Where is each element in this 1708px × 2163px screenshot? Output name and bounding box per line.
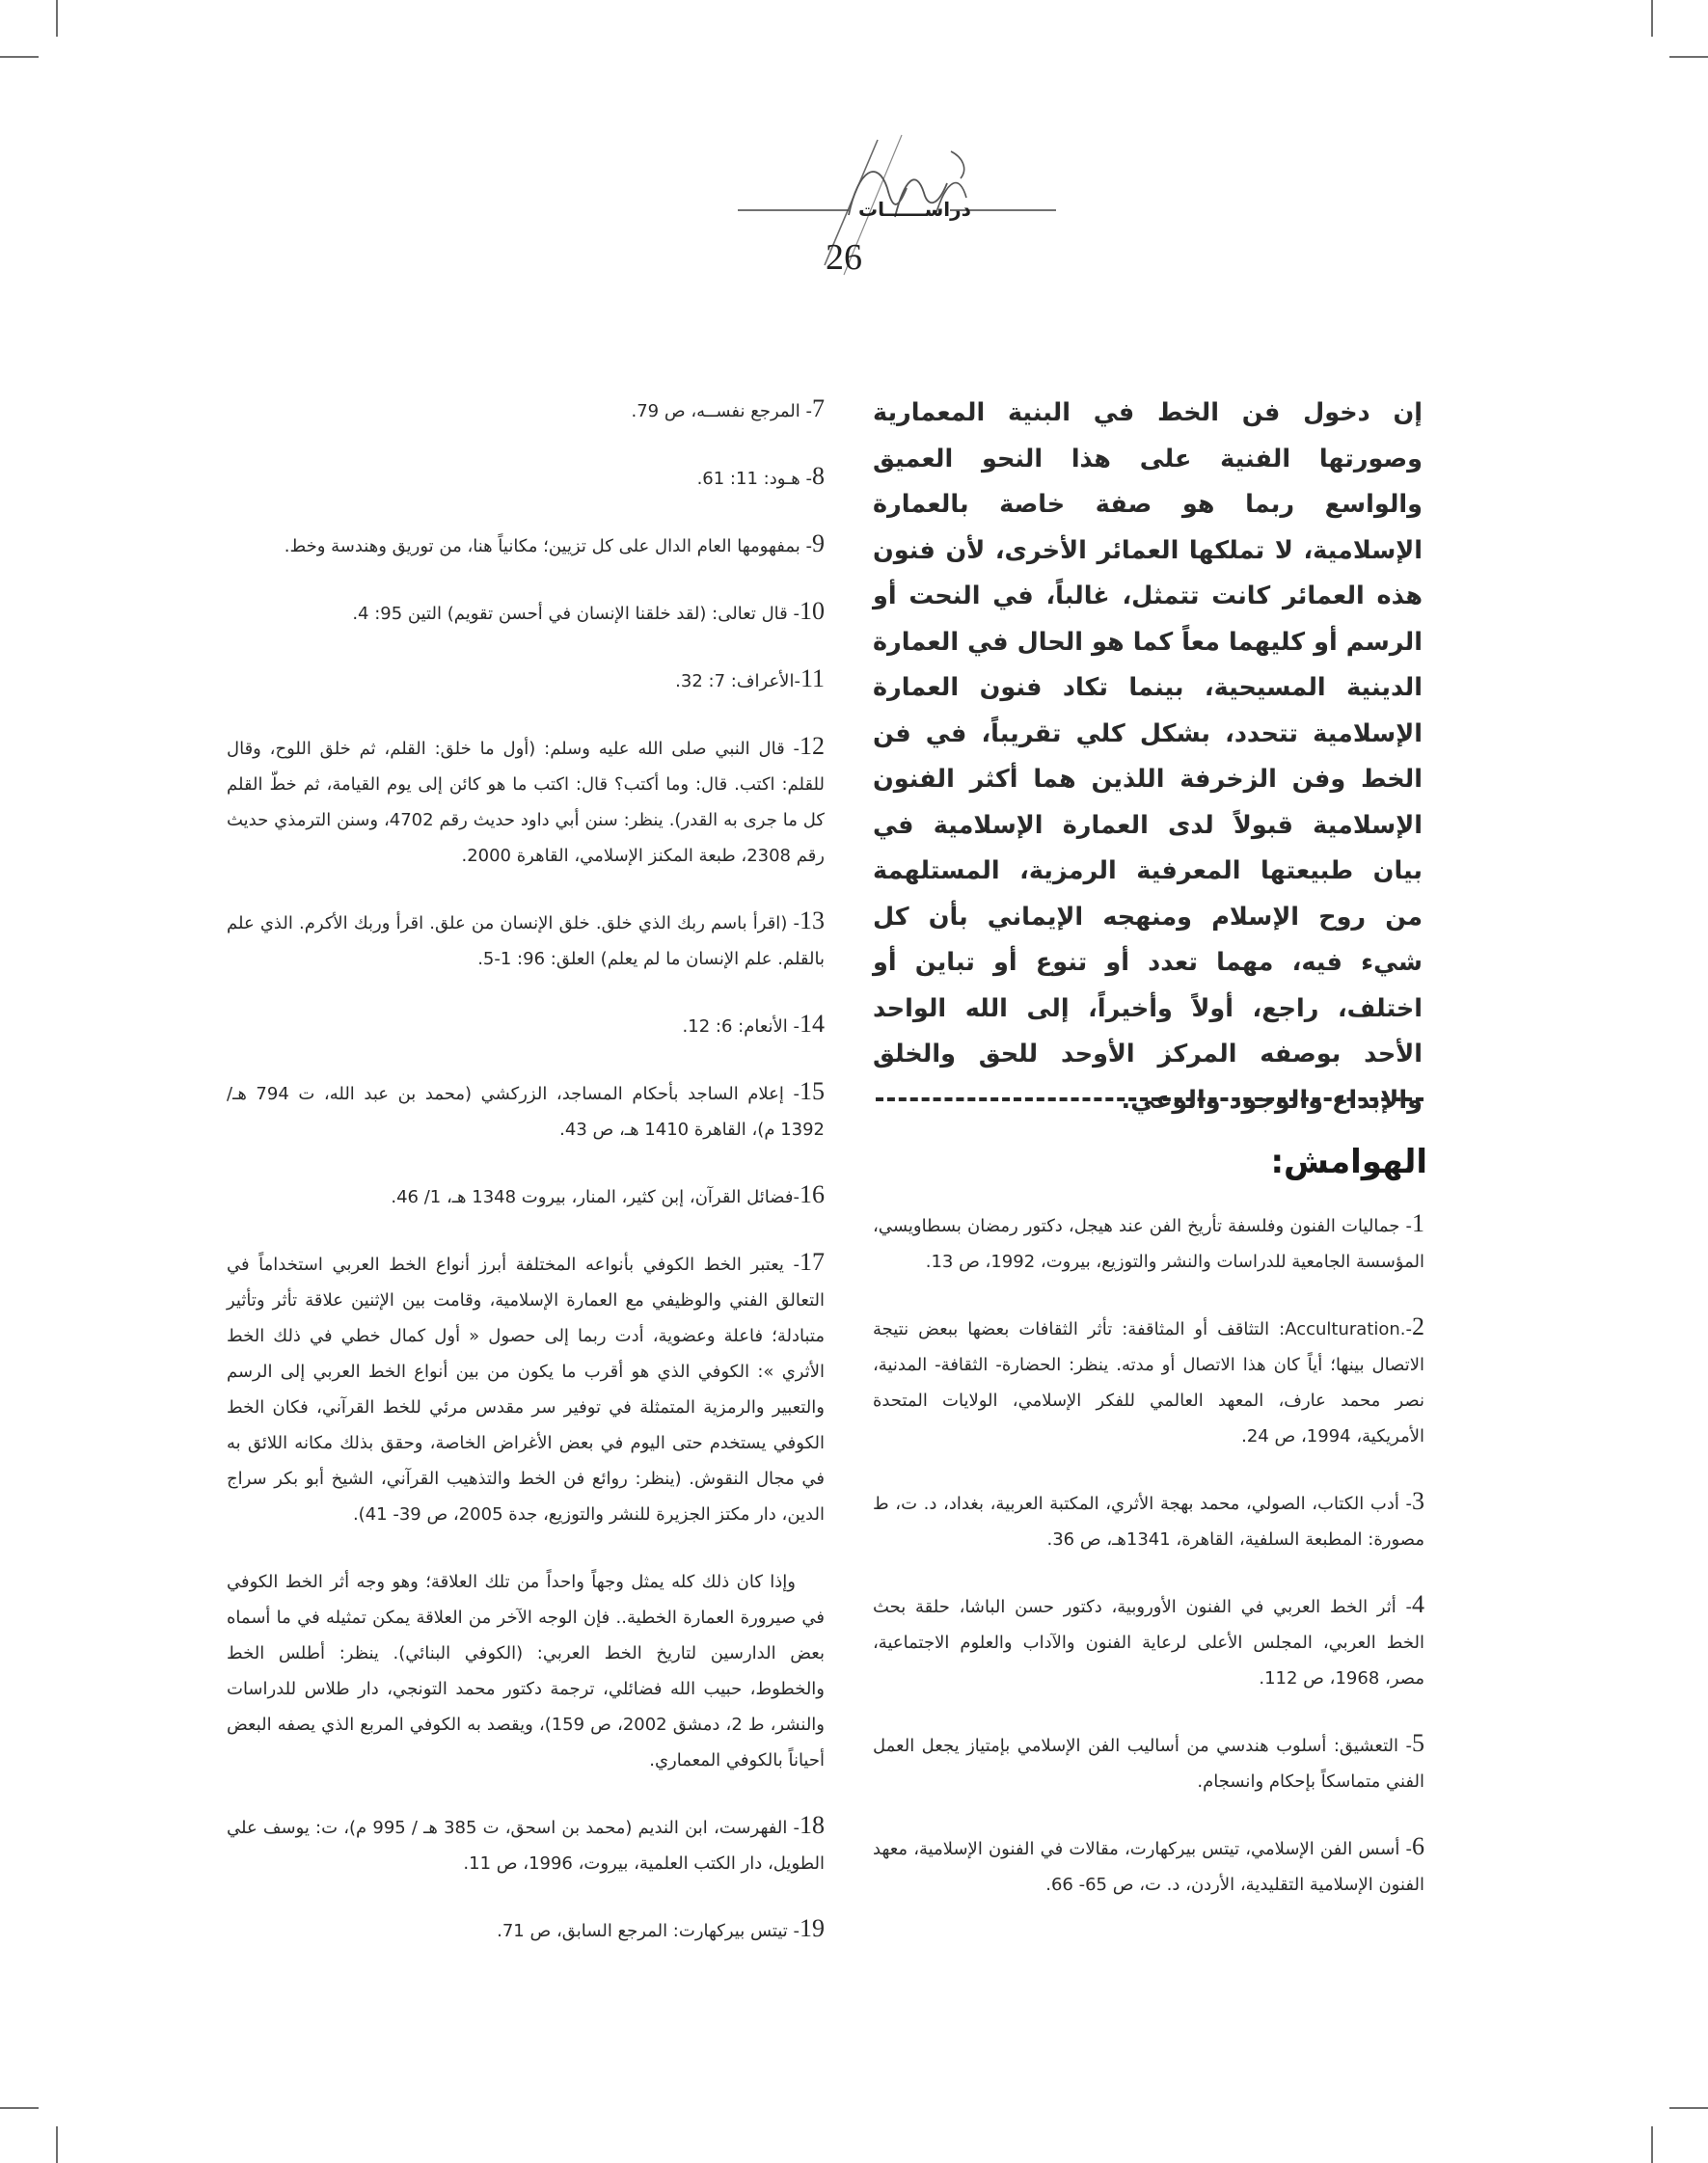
footnote (873, 1586, 1424, 1696)
footnote (227, 1244, 825, 1532)
footnote-number: 9 (812, 529, 825, 557)
footnote-number: 12 (800, 732, 825, 760)
footnote-number: 7 (812, 394, 825, 422)
footnote-text: - المرجع نفســه، ص 79. (631, 401, 812, 421)
footnote-continuation (227, 1561, 825, 1778)
crop-mark (0, 56, 39, 58)
footnote-text: - (اقرأ باسم ربك الذي خلق. خلق الإنسان من علق. اقرأ وربك الأكرم. الذي علم بالقلم. علم الإنسان ما لم يعلم) العلق: 96: 1-5. (227, 913, 825, 969)
footnote (873, 1205, 1424, 1280)
crop-mark (1669, 56, 1708, 58)
footnote (227, 458, 825, 497)
footnote (227, 593, 825, 632)
crop-mark (1651, 2126, 1653, 2163)
notes-heading: الهوامش: (1270, 1143, 1427, 1181)
crop-mark (0, 2107, 39, 2109)
footnote-number: 11 (800, 664, 825, 692)
dashed-divider (876, 1097, 1423, 1101)
footnote-number: 18 (800, 1811, 825, 1839)
crop-mark (1651, 0, 1653, 37)
footnote-number: 15 (800, 1077, 825, 1105)
footnote (873, 1483, 1424, 1557)
footnote-text: - أدب الكتاب، الصولي، محمد بهجة الأثري، المكتبة العربية، بغداد، د. ت، ط مصورة: المطبعة السلفية، القاهرة، 1341هـ، ص 36. (873, 1494, 1424, 1550)
footnote (227, 526, 825, 564)
footnote (873, 1309, 1424, 1454)
footnote (227, 728, 825, 874)
footnote-number: 3 (1412, 1487, 1424, 1515)
footnote-text: -الأعراف: 7: 32. (675, 671, 800, 691)
footnote-text: - بمفهومها العام الدال على كل تزيين؛ مكانياً هنا، من توريق وهندسة وخط. (284, 536, 812, 556)
footnote-text: - قال تعالى: (لقد خلقنا الإنسان في أحسن تقويم) التين 95: 4. (352, 604, 800, 624)
footnote (227, 1176, 825, 1215)
footnote-number: 10 (800, 597, 825, 625)
footnote-text: - جماليات الفنون وفلسفة تأريخ الفن عند هيجل، دكتور رمضان بسطاويسي، المؤسسة الجامعية للدراسات والنشر والتوزيع، بيروت، 1992، ص 13. (873, 1216, 1424, 1272)
footnote-text: - أسس الفن الإسلامي، تيتس بيركهارت، مقالات في الفنون الإسلامية، معهد الفنون الإسلامية التقليدية، الأردن، د. ت، ص 65- 66. (873, 1839, 1424, 1895)
footnote-text: -.Acculturation: التثاقف أو المثاقفة: تأثر الثقافات بعضها ببعض نتيجة الاتصال بينها؛ أياً كان هذا الاتصال أو مدته. ينظر: الحضارة- الثقافة- المدنية، نصر محمد عارف، المعهد العالمي للفكر الإسلامي، الولايات المتحدة الأمريكية، 1994، ص 24. (873, 1319, 1424, 1447)
footnote-text: - إعلام الساجد بأحكام المساجد، الزركشي (محمد بن عبد الله، ت 794 هـ/ 1392 م)، القاهرة 1410 هـ، ص 43. (227, 1084, 825, 1140)
footnote-text: - أثر الخط العربي في الفنون الأوروبية، دكتور حسن الباشا، حلقة بحث الخط العربي، المجلس الأعلى لرعاية الفنون والآداب والعلوم الاجتماعية، مصر، 1968، ص 112. (873, 1597, 1424, 1689)
crop-mark (1669, 2107, 1708, 2109)
footnote (227, 1910, 825, 1949)
footnote (227, 1807, 825, 1881)
footnote (873, 1828, 1424, 1903)
footnote-number: 19 (800, 1914, 825, 1942)
footnote-text: -فضائل القرآن، إبن كثير، المنار، بيروت 1348 هـ، 1/ 46. (391, 1187, 800, 1207)
footnote (227, 391, 825, 429)
footnote-number: 8 (812, 462, 825, 490)
footnote-number: 4 (1412, 1590, 1424, 1618)
footnote-number: 5 (1412, 1729, 1424, 1757)
footnote-number: 17 (800, 1248, 825, 1276)
footnotes-left (227, 391, 825, 1978)
footnote-number: 16 (800, 1180, 825, 1208)
footnote (227, 903, 825, 977)
page-header (733, 130, 1061, 284)
footnote-text: - قال النبي صلى الله عليه وسلم: (أول ما خلق: القلم، ثم خلق اللوح، وقال للقلم: اكتب. قال: وما أكتب؟ قال: اكتب ما هو كائن إلى يوم القيامة، ثم خطّ القلم كل ما جرى به القدر). ينظر: سنن أبي داود حديث رقم 4702، وسنن الترمذي حديث رقم 2308، طبعة المكنز الإسلامي، القاهرة 2000. (227, 739, 825, 866)
footnotes-right (873, 1205, 1424, 1932)
section-label: دراســــــات (858, 198, 971, 221)
footnote-text: وإذا كان ذلك كله يمثل وجهاً واحداً من تلك العلاقة؛ وهو وجه أثر الخط الكوفي في صيرورة العمارة الخطية.. فإن الوجه الآخر من العلاقة يمكن تمثيله في ما أسماه بعض الدارسين لتاريخ الخط العربي: (الكوفي البنائي). ينظر: أطلس الخط والخطوط، حبيب الله فضائلي، ترجمة دكتور محمد التونجي، دار طلاس للدراسات والنشر، ط 2، دمشق 2002، ص 159)، ويقصد به الكوفي المربع الذي يصفه البعض أحياناً بالكوفي المعماري. (227, 1572, 825, 1771)
footnote-number: 14 (800, 1010, 825, 1038)
footnote (873, 1725, 1424, 1799)
main-column (873, 391, 1423, 1123)
footnote-text: - الأنعام: 6: 12. (682, 1016, 800, 1037)
page-number: 26 (826, 237, 862, 278)
footnote-text: - التعشيق: أسلوب هندسي من أساليب الفن الإسلامي بإمتياز يجعل العمل الفني متماسكاً بإحكام وانسجام. (873, 1736, 1424, 1792)
footnote-number: 1 (1412, 1209, 1424, 1237)
footnote (227, 661, 825, 699)
crop-mark (56, 0, 58, 37)
footnote-text: - الفهرست، ابن النديم (محمد بن اسحق، ت 385 هـ / 995 م)، ت: يوسف علي الطويل، دار الكتب العلمية، بيروت، 1996، ص 11. (227, 1818, 825, 1874)
footnote-text: - هـود: 11: 61. (696, 469, 812, 489)
footnote-text: - تيتس بيركهارت: المرجع السابق، ص 71. (497, 1921, 800, 1941)
footnote (227, 1073, 825, 1148)
body-paragraph: إن دخول فن الخط في البنية المعمارية وصورتها الفنية على هذا النحو العميق والواسع ربما هو صفة خاصة بالعمارة الإسلامية، لا تملكها العمائر الأخرى، لأن فنون هذه العمائر كانت تتمثل، غالباً، في النحت أو الرسم أو كليهما معاً كما هو الحال في العمارة الدينية المسيحية، بينما تكاد فنون العمارة الإسلامية تتحدد، بشكل كلي تقريباً، في فن الخط وفن الزخرفة اللذين هما أكثر الفنون الإسلامية قبولاً لدى العمارة الإسلامية في بيان طبيعتها المعرفية الرمزية، المستلهمة من روح الإسلام ومنهجه الإيماني بأن كل شيء فيه، مهما تعدد أو تنوع أو تباين أو اختلف، راجع، أولاً وأخيراً، إلى الله الواحد الأحد بوصفه المركز الأوحد للحق والخلق والإبداع والوجود والوعي. (873, 398, 1423, 1115)
footnote-number: 6 (1412, 1832, 1424, 1860)
footnote-number: 13 (800, 906, 825, 934)
footnote-number: 2 (1412, 1312, 1424, 1340)
footnote-text: - يعتبر الخط الكوفي بأنواعه المختلفة أبرز أنواع الخط العربي استخداماً في التعالق الفني والوظيفي مع العمارة الإسلامية، وقامت بين الإثنين علاقة تأثر وتأثير متبادلة؛ فاعلة وعضوية، أدت ربما إلى حصول « أول كمال خطي في ذلك الخط الأثري »: الكوفي الذي هو أقرب ما يكون من بين أنواع الخط العربي إلى الرسم والتعبير والرمزية المتمثلة في توفير سر مقدس مرئي للخط القرآني، فكان الخط الكوفي يستخدم حتى اليوم في بعض الأغراض الخاصة، وحقق بذلك مكانه اللائق به في مجال النقوش. (ينظر: روائع فن الخط والتذهيب القرآني، الشيخ أبو بكر سراج الدين، دار مكتز الجزيرة للنشر والتوزيع، جدة 2005، ص 39- 41). (227, 1255, 825, 1525)
footnote (227, 1006, 825, 1044)
crop-mark (56, 2126, 58, 2163)
